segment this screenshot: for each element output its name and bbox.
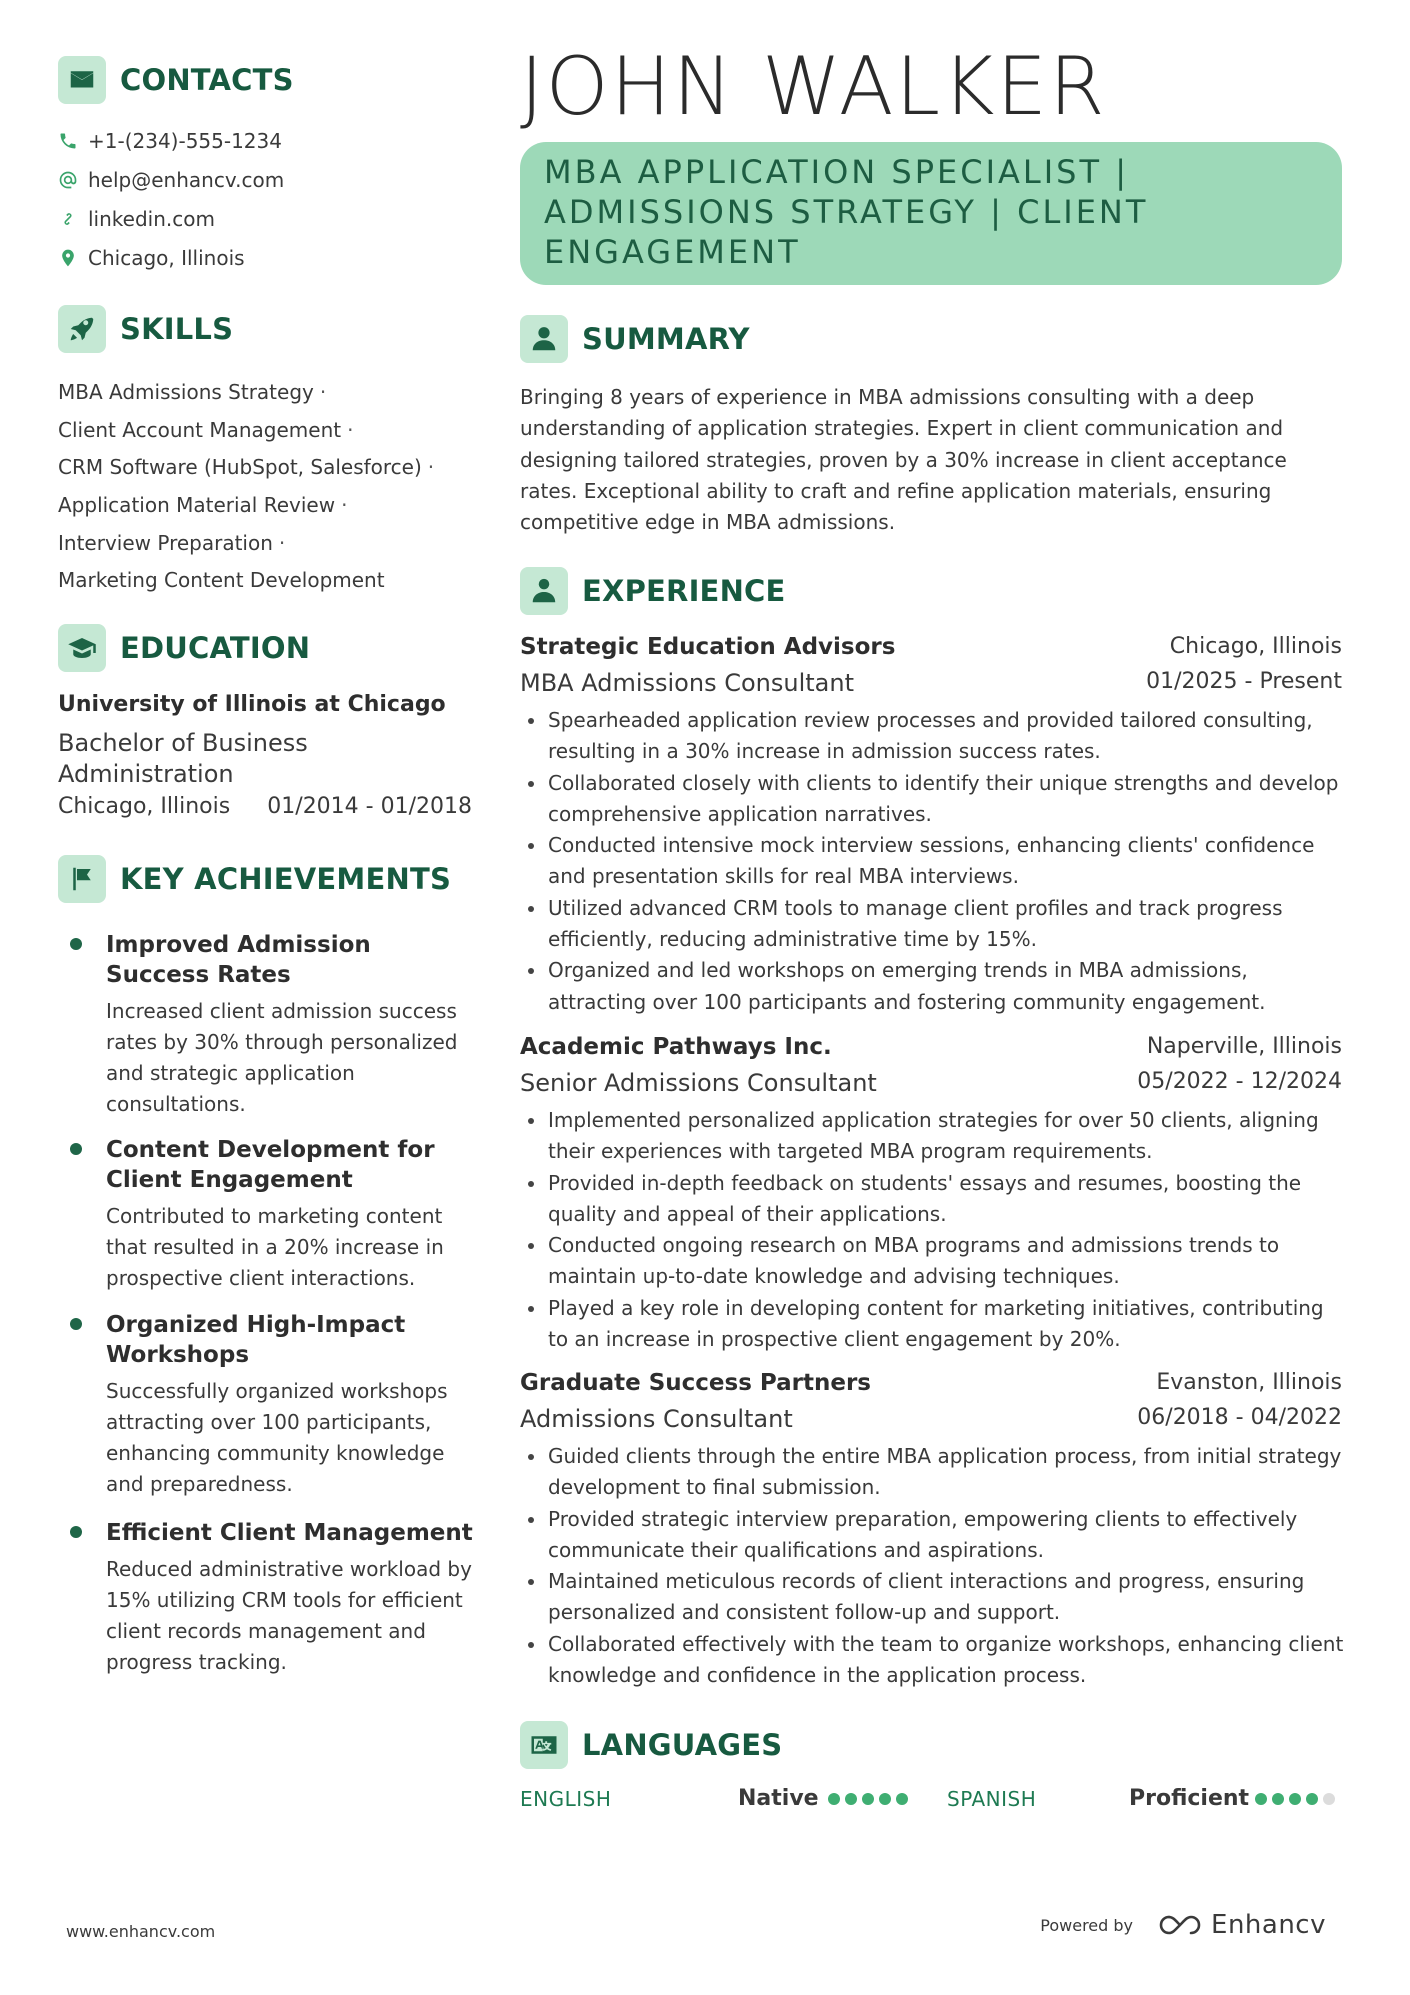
- job-location: Chicago, Illinois: [1169, 634, 1342, 659]
- envelope-icon: [58, 56, 106, 104]
- job-location: Naperville, Illinois: [1146, 1034, 1342, 1059]
- job-bullet: Organized and led workshops on emerging trends in MBA admissions, attracting over 100 participants and fostering community engagement.: [520, 955, 1350, 1018]
- flag-icon: [58, 855, 106, 903]
- job-bullet: Played a key role in developing content for marketing initiatives, contributing to an increase in prospective client engagement by 20%.: [520, 1293, 1350, 1356]
- brand-name: Enhancv: [1211, 1910, 1326, 1940]
- at-sign-icon: [58, 170, 78, 190]
- skill-item: Marketing Content Development: [58, 568, 385, 593]
- footer-brand[interactable]: [1040, 1910, 1326, 1940]
- skill-item: MBA Admissions Strategy ·: [58, 380, 327, 404]
- job-company: Strategic Education Advisors: [520, 634, 896, 660]
- language-level: Proficient: [1129, 1786, 1250, 1811]
- user-icon: [520, 315, 568, 363]
- rocket-icon: [58, 305, 106, 353]
- language-level: Native: [738, 1786, 819, 1811]
- proficiency-dot-filled: [1306, 1793, 1318, 1805]
- proficiency-dot-filled: [1255, 1793, 1267, 1805]
- candidate-name: JOHN WALKER: [520, 40, 1107, 133]
- skill-item: Application Material Review ·: [58, 493, 348, 518]
- achievement-title: Content Development for Client Engagement: [106, 1137, 435, 1193]
- language-item: [947, 1786, 1340, 1811]
- job-bullet: Provided strategic interview preparation, empowering clients to effectively communicate their qualifications and aspirations.: [520, 1504, 1350, 1567]
- email-text: help@enhancv.com: [88, 168, 285, 192]
- job-bullet: Maintained meticulous records of client interactions and progress, ensuring personalized and consistent follow-up and support.: [520, 1566, 1350, 1629]
- job-dates: 06/2018 - 04/2022: [1137, 1405, 1342, 1430]
- summary-section-head: [520, 315, 750, 363]
- contact-email[interactable]: [58, 168, 284, 192]
- user-tie-icon: [520, 567, 568, 615]
- summary-text: Bringing 8 years of experience in MBA admissions consulting with a deep understanding of application strategies. Expert in client communication and designing tailored strategies, proven by a 30% increase in client acceptance rates. Exceptional ability to craft and refine application materials, ensuring competitive edge in MBA admissions.: [520, 385, 1287, 535]
- graduation-cap-icon: [58, 624, 106, 672]
- skills-list: [58, 378, 488, 604]
- job-bullets: [520, 1441, 1350, 1691]
- achievement-item: [58, 1135, 478, 1294]
- experience-heading: EXPERIENCE: [582, 574, 786, 608]
- skill-item: CRM Software (HubSpot, Salesforce) ·: [58, 455, 435, 480]
- map-pin-icon: [58, 248, 78, 268]
- language-name: ENGLISH: [520, 1786, 612, 1811]
- achievement-desc: Successfully organized workshops attracting over 100 participants, enhancing community knowledge and preparedness.: [106, 1379, 448, 1496]
- job-dates: 01/2025 - Present: [1146, 669, 1342, 694]
- linkedin-text: linkedin.com: [88, 207, 215, 231]
- skills-heading: SKILLS: [120, 312, 234, 346]
- languages-heading: LANGUAGES: [582, 1728, 783, 1762]
- job-bullet: Conducted intensive mock interview sessions, enhancing clients' confidence and presentation skills for real MBA interviews.: [520, 830, 1350, 893]
- location-text: Chicago, Illinois: [88, 246, 245, 270]
- phone-icon: [58, 131, 78, 151]
- job-role: MBA Admissions Consultant: [520, 669, 854, 697]
- job-role: Senior Admissions Consultant: [520, 1069, 877, 1097]
- proficiency-dot-filled: [845, 1793, 857, 1805]
- job-dates: 05/2022 - 12/2024: [1137, 1069, 1342, 1094]
- job-bullet: Spearheaded application review processes and provided tailored consulting, resulting in a 30% increase in admission success rates.: [520, 705, 1350, 768]
- achievement-desc: Increased client admission success rates by 30% through personalized and strategic application consultations.: [106, 999, 458, 1116]
- education-dates: 01/2014 - 01/2018: [267, 794, 472, 819]
- bullet-dot: [70, 1526, 82, 1538]
- proficiency-dot-filled: [1272, 1793, 1284, 1805]
- job-role: Admissions Consultant: [520, 1405, 793, 1433]
- skills-section-head: [58, 305, 233, 353]
- skill-item: Client Account Management ·: [58, 417, 354, 442]
- achievement-item: [58, 1310, 478, 1500]
- job-location: Evanston, Illinois: [1156, 1370, 1342, 1395]
- education-school: University of Illinois at Chicago: [58, 692, 446, 717]
- contact-location: [58, 246, 245, 270]
- contacts-section-head: [58, 56, 294, 104]
- language-dots: [1255, 1793, 1340, 1805]
- headline-line: MBA APPLICATION SPECIALIST |: [544, 153, 1129, 191]
- experience-section-head: [520, 567, 786, 615]
- language-name: SPANISH: [947, 1786, 1037, 1811]
- contact-phone[interactable]: [58, 129, 282, 153]
- link-icon: [58, 209, 78, 229]
- job-bullet: Collaborated effectively with the team to organize workshops, enhancing client knowledge and confidence in the application process.: [520, 1629, 1350, 1692]
- achievements-section-head: [58, 855, 451, 903]
- powered-by-label: Powered by: [1040, 1915, 1134, 1935]
- education-degree: Bachelor of Business Administration: [58, 729, 308, 788]
- achievement-title: Improved Admission Success Rates: [106, 932, 371, 988]
- proficiency-dot-empty: [1323, 1793, 1335, 1805]
- job-bullet: Conducted ongoing research on MBA programs and admissions trends to maintain up-to-date knowledge and advising techniques.: [520, 1230, 1350, 1293]
- job-company: Academic Pathways Inc.: [520, 1034, 832, 1060]
- achievements-heading: KEY ACHIEVEMENTS: [120, 862, 452, 896]
- achievement-title: Efficient Client Management: [106, 1520, 473, 1546]
- contacts-heading: CONTACTS: [120, 63, 294, 97]
- language-icon: [520, 1721, 568, 1769]
- proficiency-dot-filled: [896, 1793, 908, 1805]
- language-item: [520, 1786, 913, 1811]
- education-location: Chicago, Illinois: [58, 794, 231, 819]
- job-bullet: Utilized advanced CRM tools to manage client profiles and track progress efficiently, reducing administrative time by 15%.: [520, 893, 1350, 956]
- proficiency-dot-filled: [862, 1793, 874, 1805]
- headline-line: ADMISSIONS STRATEGY | CLIENT: [544, 193, 1149, 231]
- bullet-dot: [70, 1143, 82, 1155]
- contact-linkedin[interactable]: [58, 207, 215, 231]
- proficiency-dot-filled: [879, 1793, 891, 1805]
- education-heading: EDUCATION: [120, 631, 311, 665]
- footer-website[interactable]: www.enhancv.com: [66, 1922, 216, 1941]
- proficiency-dot-filled: [1289, 1793, 1301, 1805]
- proficiency-dot-filled: [828, 1793, 840, 1805]
- education-section-head: [58, 624, 310, 672]
- achievement-item: [58, 1518, 478, 1678]
- job-company: Graduate Success Partners: [520, 1370, 871, 1396]
- job-bullets: [520, 1105, 1350, 1355]
- languages-section-head: [520, 1721, 782, 1769]
- headline-box: [520, 142, 1342, 285]
- phone-text: +1-(234)-555-1234: [88, 129, 282, 153]
- job-bullet: Guided clients through the entire MBA application process, from initial strategy development to final submission.: [520, 1441, 1350, 1504]
- job-bullet: Collaborated closely with clients to identify their unique strengths and develop comprehensive application narratives.: [520, 768, 1350, 831]
- job-bullets: [520, 705, 1350, 1018]
- achievement-desc: Contributed to marketing content that resulted in a 20% increase in prospective client interactions.: [106, 1204, 444, 1290]
- job-bullet: Provided in-depth feedback on students' essays and resumes, boosting the quality and appeal of their applications.: [520, 1168, 1350, 1231]
- language-dots: [828, 1793, 913, 1805]
- skill-item: Interview Preparation ·: [58, 530, 286, 555]
- summary-heading: SUMMARY: [582, 322, 750, 356]
- job-bullet: Implemented personalized application strategies for over 50 clients, aligning their experiences with targeted MBA program requirements.: [520, 1105, 1350, 1168]
- bullet-dot: [70, 1318, 82, 1330]
- enhancv-logo-icon: [1157, 1912, 1203, 1938]
- headline-line: ENGAGEMENT: [544, 233, 801, 271]
- achievement-desc: Reduced administrative workload by 15% utilizing CRM tools for efficient client records management and progress tracking.: [106, 1557, 472, 1674]
- achievement-item: [58, 930, 478, 1120]
- achievement-title: Organized High-Impact Workshops: [106, 1312, 406, 1368]
- bullet-dot: [70, 938, 82, 950]
